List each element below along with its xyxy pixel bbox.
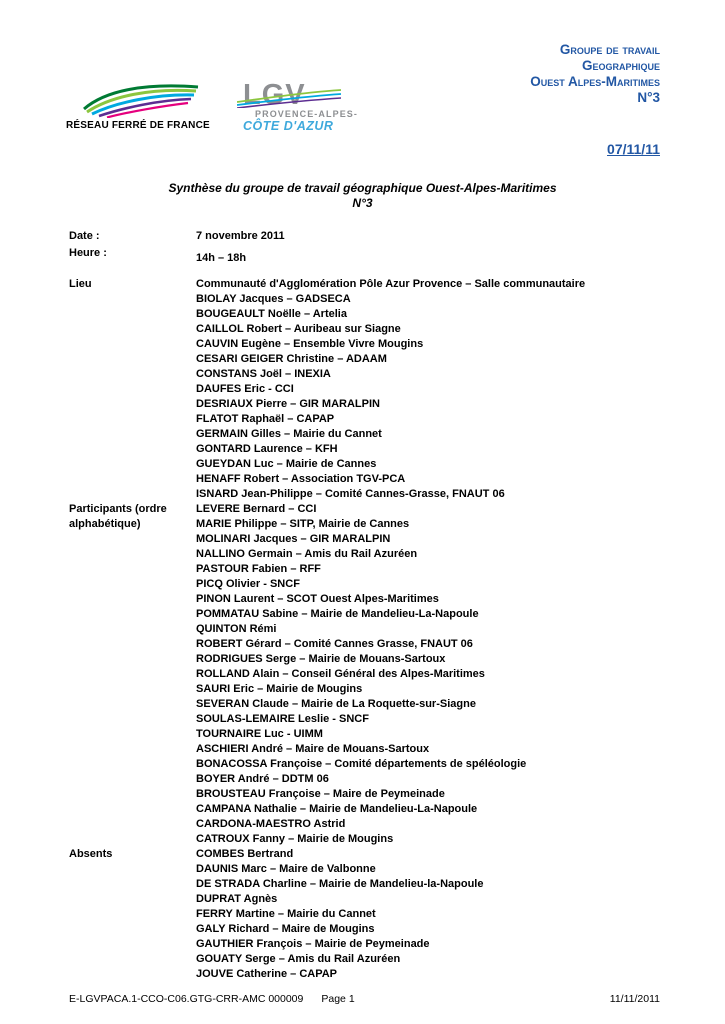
participant-line: LEVERE Bernard – CCI <box>196 503 317 515</box>
participants-label: Participants (ordre alphabétique) <box>69 503 167 530</box>
rff-swoosh-icon <box>78 82 206 118</box>
document-date: 07/11/11 <box>607 141 660 157</box>
page-title-line-1: Synthèse du groupe de travail géographique Ouest-Alpes-Maritimes <box>168 181 557 195</box>
participant-line: MARIE Philippe – SITP, Mairie de Cannes <box>196 518 410 530</box>
rff-logo-text: RÉSEAU FERRÉ DE FRANCE <box>66 120 210 131</box>
absent-line: BROUSTEAU Françoise – Maire de Peymeinade <box>196 788 445 800</box>
workgroup-header-line-2: Geographique <box>581 58 660 73</box>
footer-page-number: Page 1 <box>321 993 355 1005</box>
absent-line: FERRY Martine – Mairie du Cannet <box>196 908 376 920</box>
participant-line: CAILLOL Robert – Auribeau sur Siagne <box>196 323 401 335</box>
participant-line: POMMATAU Sabine – Mairie de Mandelieu-La-Napoule <box>196 608 479 620</box>
participant-line: SOULAS-LEMAIRE Leslie - SNCF <box>196 713 369 725</box>
participant-line: DAUFES Eric - CCI <box>196 383 294 395</box>
absent-line: CATROUX Fanny – Mairie de Mougins <box>196 833 394 845</box>
participant-line: SEVERAN Claude – Mairie de La Roquette-sur-Siagne <box>196 698 476 710</box>
participant-line: HENAFF Robert – Association TGV-PCA <box>196 473 406 485</box>
participant-line: BIOLAY Jacques – GADSECA <box>196 293 351 305</box>
participant-line: ROBERT Gérard – Comité Cannes Grasse, FNAUT 06 <box>196 638 473 650</box>
absent-line: ASCHIERI André – Maire de Mouans-Sartoux <box>196 743 430 755</box>
lieu-value: Communauté d'Agglomération Pôle Azur Provence – Salle communautaire <box>196 278 586 290</box>
absents-list <box>196 742 585 982</box>
participant-line: RODRIGUES Serge – Mairie de Mouans-Sartoux <box>196 653 446 665</box>
absent-line: GOUATY Serge – Amis du Rail Azuréen <box>196 953 401 965</box>
participant-line: TOURNAIRE Luc - UIMM <box>196 728 323 740</box>
absent-line: CARDONA-MAESTRO Astrid <box>196 818 346 830</box>
rff-logo <box>66 82 222 131</box>
participant-line: ISNARD Jean-Philippe – Comité Cannes-Grasse, FNAUT 06 <box>196 488 505 500</box>
lgv-logo-region-line: PROVENCE-ALPES- <box>255 109 359 119</box>
participant-line: PASTOUR Fabien – RFF <box>196 563 321 575</box>
participant-line: ROLLAND Alain – Conseil Général des Alpes-Maritimes <box>196 668 485 680</box>
participant-line: DESRIAUX Pierre – GIR MARALPIN <box>196 398 380 410</box>
participant-line: CAUVIN Eugène – Ensemble Vivre Mougins <box>196 338 424 350</box>
absent-line: GALY Richard – Maire de Mougins <box>196 923 375 935</box>
lgv-logo <box>243 79 363 133</box>
workgroup-header-line-3: Ouest Alpes-Maritimes <box>530 74 660 89</box>
participant-line: QUINTON Rémi <box>196 623 277 635</box>
absent-line: CAMPANA Nathalie – Mairie de Mandelieu-La-Napoule <box>196 803 478 815</box>
absent-line: DUPRAT Agnès <box>196 893 278 905</box>
participant-line: GUEYDAN Luc – Mairie de Cannes <box>196 458 377 470</box>
participant-line: PINON Laurent – SCOT Ouest Alpes-Maritimes <box>196 593 439 605</box>
footer-reference: E-LGVPACA.1-CCO-C06.GTG-CRR-AMC 000009 <box>69 993 304 1005</box>
participant-line: GONTARD Laurence – KFH <box>196 443 338 455</box>
participant-line: CESARI GEIGER Christine – ADAAM <box>196 353 387 365</box>
absent-line: BOYER André – DDTM 06 <box>196 773 329 785</box>
heure-value: 14h – 18h <box>196 252 247 264</box>
workgroup-header-line-4: N°3 <box>637 90 660 105</box>
participant-line: FLATOT Raphaël – CAPAP <box>196 413 335 425</box>
page-title <box>0 181 725 211</box>
absents-label: Absents <box>69 848 113 860</box>
workgroup-header-line-1: Groupe de travail <box>559 42 660 57</box>
participant-line: CONSTANS Joël – INEXIA <box>196 368 331 380</box>
heure-label: Heure : <box>69 247 107 259</box>
participant-line: PICQ Olivier - SNCF <box>196 578 300 590</box>
absent-line: DE STRADA Charline – Mairie de Mandelieu-la-Napoule <box>196 878 484 890</box>
attendance-content-column <box>196 277 585 982</box>
participant-line: NALLINO Germain – Amis du Rail Azuréen <box>196 548 418 560</box>
lgv-logo-cote-azur-line: CÔTE D'AZUR <box>243 119 334 133</box>
absent-line: JOUVE Catherine – CAPAP <box>196 968 338 980</box>
footer-date: 11/11/2011 <box>609 993 660 1005</box>
date-value: 7 novembre 2011 <box>196 230 285 242</box>
workgroup-header <box>530 42 660 106</box>
absent-line: DAUNIS Marc – Maire de Valbonne <box>196 863 376 875</box>
lgv-logo-word: LGV <box>243 79 306 111</box>
lieu-label: Lieu <box>69 278 92 290</box>
participant-line: BOUGEAULT Noëlle – Artelia <box>196 308 347 320</box>
participant-line: MOLINARI Jacques – GIR MARALPIN <box>196 533 391 545</box>
absent-line: COMBES Bertrand <box>196 848 294 860</box>
page-title-line-2: N°3 <box>352 196 373 210</box>
page-footer <box>69 993 660 1005</box>
participants-list <box>196 292 585 742</box>
participant-line: SAURI Eric – Mairie de Mougins <box>196 683 363 695</box>
participant-line: GERMAIN Gilles – Mairie du Cannet <box>196 428 382 440</box>
date-label: Date : <box>69 230 100 242</box>
absent-line: BONACOSSA Françoise – Comité départements de spéléologie <box>196 758 527 770</box>
absent-line: GAUTHIER François – Mairie de Peymeinade <box>196 938 430 950</box>
